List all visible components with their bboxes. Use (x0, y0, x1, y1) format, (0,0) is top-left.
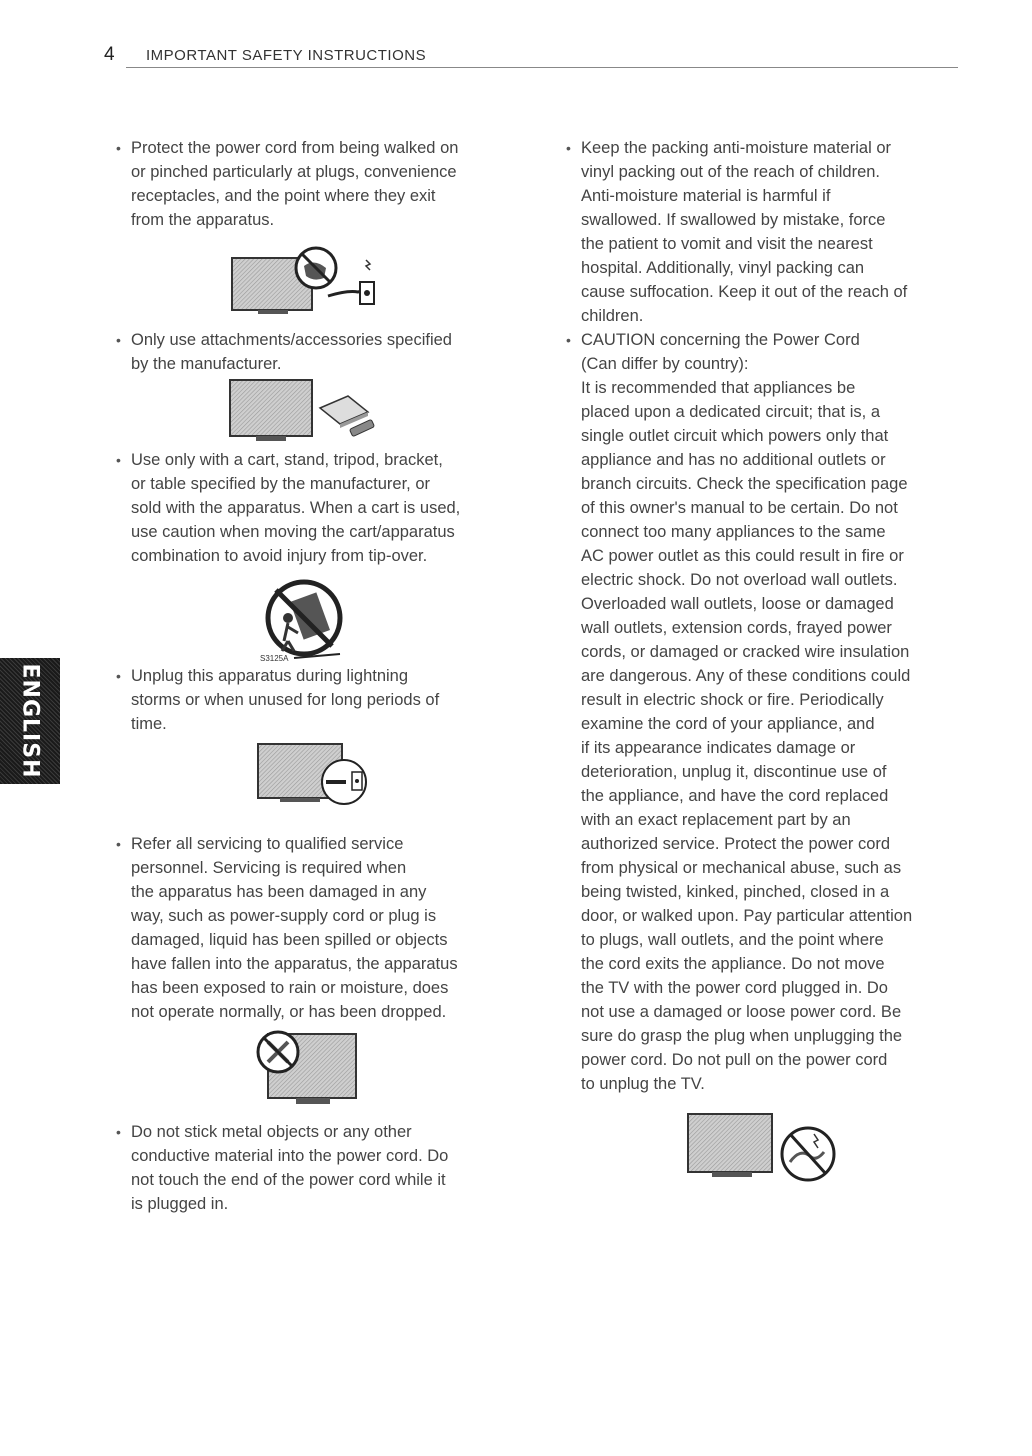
cart-figure-code: S3125A (260, 654, 289, 663)
instruction-item (116, 448, 506, 568)
page-header (104, 44, 958, 68)
bullet-icon: • (116, 452, 121, 468)
cart-tip-over-illustration (258, 578, 358, 664)
instruction-text: CAUTION concerning the Power Cord (Can differ by country): It is recommended that appliances be placed upon a dedicated circuit; that is, a single outlet circuit which powers only that appliance and has no additional outlets or branch circuits. Check the specification page of this owner's manual to be certain. Do not connect too many appliances to the same AC power outlet as this could result in fire or electric shock. Do not overload wall outlets. Overloaded wall outlets, loose or damaged wall outlets, extension cords, frayed power cords, or damaged or cracked wire insulation are dangerous. Any of these conditions could result in electric shock or fire. Periodically examine the cord of your appliance, and if its appearance indicates damage or deterioration, unplug it, discontinue use of the appliance, and have the cord replaced with an exact replacement part by an authorized service. Protect the power cord from physical or mechanical abuse, such as being twisted, kinked, pinched, closed in a door, or walked upon. Pay particular attention to plugs, wall outlets, and the point where the cord exits the appliance. Do not move the TV with the power cord plugged in. Do not use a damaged or loose power cord. Be sure do grasp the plug when unplugging the power cord. Do not pull on the power cord to unplug the TV. (581, 331, 913, 1093)
damaged-cord-illustration (686, 1112, 840, 1186)
bullet-icon: • (566, 332, 571, 348)
instruction-item (116, 1120, 506, 1216)
instruction-text: Refer all servicing to qualified service personnel. Servicing is required when the apparatus has been damaged in any way, such as power-supply cord or plug is damaged, liquid has been spilled or objects have fallen into the apparatus, the apparatus has been exposed to rain or moisture, does not operate normally, or has been dropped. (131, 835, 458, 1021)
instruction-text: Unplug this apparatus during lightning storms or when unused for long periods of time. (131, 667, 440, 733)
page-title: IMPORTANT SAFETY INSTRUCTIONS (146, 47, 427, 64)
header-divider (126, 67, 958, 68)
instruction-item (566, 328, 956, 1096)
instruction-text: Do not stick metal objects or any other conductive material into the power cord. Do not touch the end of the power cord while it is plugged in. (131, 1123, 449, 1213)
power-cord-warning-illustration (228, 246, 388, 322)
instruction-item (116, 664, 506, 736)
unplug-illustration (256, 742, 370, 806)
instruction-text: Use only with a cart, stand, tripod, bracket, or table specified by the manufacturer, or sold with the apparatus. When a cart is used, use caution when moving the cart/apparatus combination to avoid injury from tip-over. (131, 451, 461, 565)
instruction-item (566, 136, 956, 328)
page-number: 4 (104, 44, 115, 65)
accessories-illustration (228, 378, 388, 444)
bullet-icon: • (566, 140, 571, 156)
instruction-text: Only use attachments/accessories specified by the manufacturer. (131, 331, 452, 373)
language-tab (0, 658, 60, 784)
language-tab-label: ENGLISH (17, 663, 43, 779)
no-servicing-illustration (256, 1030, 360, 1110)
bullet-icon: • (116, 140, 121, 156)
instruction-item (116, 832, 506, 1024)
bullet-icon: • (116, 836, 121, 852)
bullet-icon: • (116, 668, 121, 684)
instruction-item (116, 136, 506, 232)
instruction-text: Keep the packing anti-moisture material or vinyl packing out of the reach of children. Anti-moisture material is harmful if swallowed. If swallowed by mistake, force the patient to vomit and visit the nearest hospital. Additionally, vinyl packing can cause suffocation. Keep it out of the reach of children. (581, 139, 908, 325)
instruction-item (116, 328, 506, 376)
bullet-icon: • (116, 332, 121, 348)
bullet-icon: • (116, 1124, 121, 1140)
instruction-text: Protect the power cord from being walked on or pinched particularly at plugs, convenience receptacles, and the point where they exit from the apparatus. (131, 139, 459, 229)
